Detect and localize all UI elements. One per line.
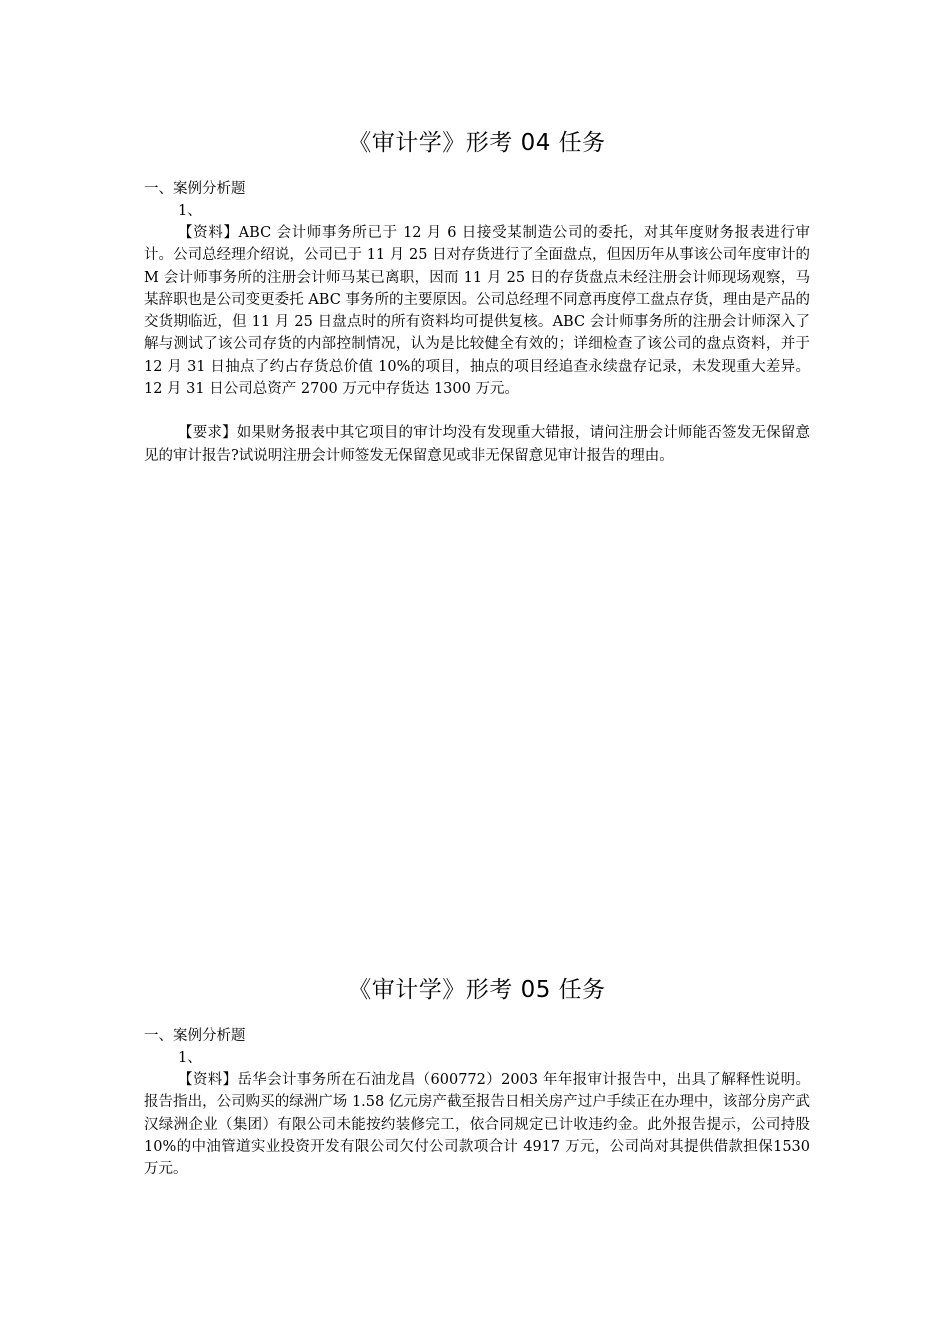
task-04-section <box>144 128 810 467</box>
task-04-title: 《审计学》形考 04 任务 <box>348 130 606 156</box>
task-04-requirement: 【要求】如果财务报表中其它项目的审计均没有发现重大错报，请问注册会计师能否签发无保留意见的审计报告?试说明注册会计师签发无保留意见或非无保留意见审计报告的理由。 <box>144 425 810 464</box>
task-05-title: 《审计学》形考 05 任务 <box>348 977 606 1003</box>
task-05-material: 【资料】岳华会计事务所在石油龙昌（600772）2003 年年报审计报告中，出具了解释性说明。报告指出，公司购买的绿洲广场 1.58 亿元房产截至报告日相关房产过户手续正在办理中，该部分房产武汉绿洲企业（集团）有限公司未能按约装修完工，依合同规定已计收违约金。此外报告提示，公司持股10%的中油管道实业投资开发有限公司欠付公司款项合计 4917 万元，公司尚对其提供借款担保1530 万元。 <box>144 1072 810 1178</box>
task-05-section <box>144 975 810 1180</box>
task-04-question-number: 1、 <box>178 203 202 219</box>
task-04-heading: 一、案例分析题 <box>144 181 246 197</box>
task-04-material: 【资料】ABC 会计师事务所已于 12 月 6 日接受某制造公司的委托，对其年度财务报表进行审计。公司总经理介绍说，公司已于 11 月 25 日对存货进行了全面盘点，但因历年从事该公司年度审计的 M 会计师事务所的注册会计师马某已离职，因而 11 月 25 日的存货盘点未经注册会计师现场观察，马某辞职也是公司变更委托 ABC 事务所的主要原因。公司总经理不同意再度停工盘点存货，理由是产品的交货期临近，但 11 月 25 日盘点时的所有资料均可提供复核。ABC 会计师事务所的注册会计师深入了解与测试了该公司存货的内部控制情况，认为是比较健全有效的；详细检查了该公司的盘点资料，并于 12 月 31 日抽点了约占存货总价值 10%的项目，抽点的项目经追查永续盘存记录，未发现重大差异。12 月 31 日公司总资产 2700 万元中存货达 1300 万元。 <box>144 225 810 398</box>
paragraph-spacer <box>144 400 810 422</box>
task-05-question-number: 1、 <box>178 1050 202 1066</box>
task-05-heading: 一、案例分析题 <box>144 1028 246 1044</box>
